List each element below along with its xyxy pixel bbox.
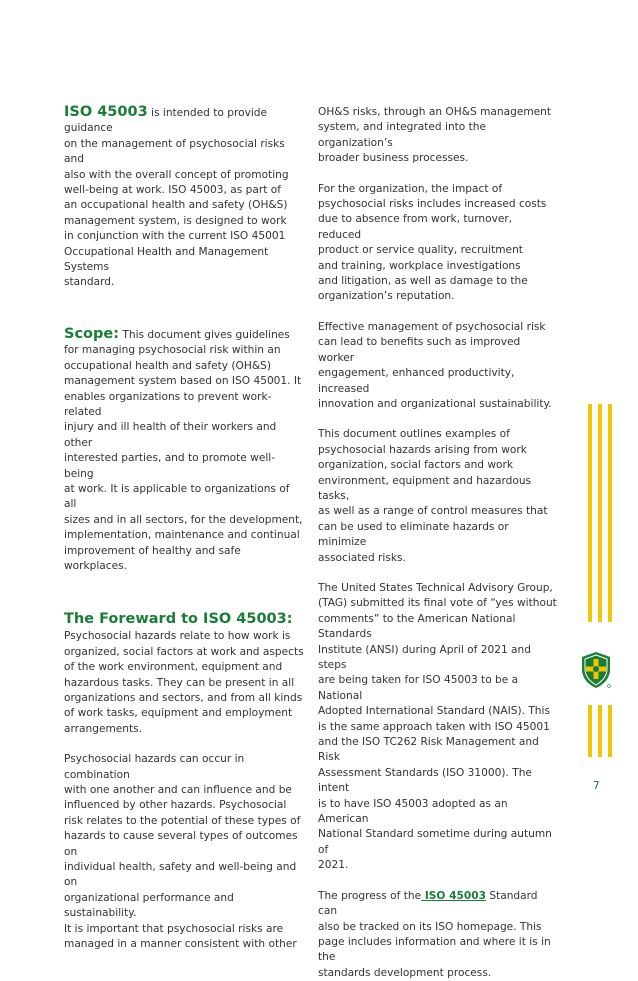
left-column <box>64 105 304 953</box>
iso-45003-link[interactable]: ISO 45003 <box>421 889 486 902</box>
foreward-paragraph-2: Psychosocial hazards can occur in combination with one another and can influence and be influenced by other hazards. Psychosocial risk relates to the potential of these types of hazards to cause several types of outcomes on individual health, safety and well-being and on organizational performance and sustainability. It is important that psychosocial risks are managed in a manner consistent with other <box>64 753 301 951</box>
scope-text: This document gives guidelines for managing psychosocial risk within an occupational health and safety (OH&S) management system based on ISO 45001. It enables organizations to prevent work-related injury and ill health of their workers and other interested parties, and to promote well-being at work. It is applicable to organizations of all sizes and in all sectors, for the development, implementation, maintenance and continual improvement of healthy and safe workplaces. <box>64 328 303 572</box>
foreward-heading: The Foreward to ISO 45003: <box>64 611 293 628</box>
scope-lead: Scope: <box>64 325 120 342</box>
decorative-yellow-bars-bottom <box>588 705 612 757</box>
right-paragraph-5: The United States Technical Advisory Group, (TAG) submitted its final vote of “yes without comments” to the American National Standards Institute (ANSI) during April of 2021 and steps are being taken for ISO 45003 to be a National Adopted International Standard (NAIS). This is the same approach taken with ISO 45001 and the ISO TC262 Risk Management and Risk Assessment Standards (ISO 31000). The intent is to have ISO 45003 adopted as an American National Standard sometime during autumn of 2021. <box>318 581 557 872</box>
iso-intro-paragraph <box>64 105 304 291</box>
yellow-bar <box>598 404 602 622</box>
yellow-bar <box>608 705 612 757</box>
right-paragraph-1: OH&S risks, through an OH&S management system, and integrated into the organization’s broader business processes. <box>318 106 552 165</box>
yellow-bar <box>608 404 612 622</box>
right-column <box>318 105 558 981</box>
foreward-paragraph-1: Psychosocial hazards relate to how work is organized, social factors at work and aspects of the work environment, equipment and hazardous tasks. They can be present in all organizations and sectors, and from all kinds of work tasks, equipment and employment arrangements. <box>64 630 304 735</box>
scope-paragraph <box>64 327 304 575</box>
progress-text-before: The progress of the <box>318 889 422 902</box>
yellow-bar <box>598 705 602 757</box>
yellow-bar <box>588 705 592 757</box>
page-number: 7 <box>593 780 600 792</box>
progress-text-after: Standard can also be tracked on its ISO homepage. This page includes information and where it is in the standards development process. <box>318 889 551 979</box>
iso-intro-text: is intended to provide guidance on the management of psychosocial risks and also with the overall concept of promoting well-being at work. ISO 45003, as part of an occupational health and safety (OH&S) management system, is designed to work in conjunction with the current ISO 45001 Occupational Health and Management Systems standard. <box>64 107 289 289</box>
iso-lead: ISO 45003 <box>64 104 148 120</box>
yellow-bar <box>588 404 592 622</box>
right-paragraph-6 <box>318 889 558 981</box>
right-paragraph-3: Effective management of psychosocial risk can lead to benefits such as improved worker engagement, enhanced productivity, increased innovation and organizational sustainability. <box>318 320 552 410</box>
right-paragraph-2: For the organization, the impact of psychosocial risks includes increased costs due to absence from work, turnover, reduced product or service quality, recruitment and training, workplace investigations and litigation, as well as damage to the organization’s reputation. <box>318 182 547 303</box>
decorative-yellow-bars-top <box>588 404 612 622</box>
nsc-shield-logo-icon <box>580 651 612 689</box>
right-paragraph-4: This document outlines examples of psychosocial hazards arising from work organization, social factors and work environment, equipment and hazardous tasks, as well as a range of control measures that can be used to eliminate hazards or minimize associated risks. <box>318 428 548 564</box>
